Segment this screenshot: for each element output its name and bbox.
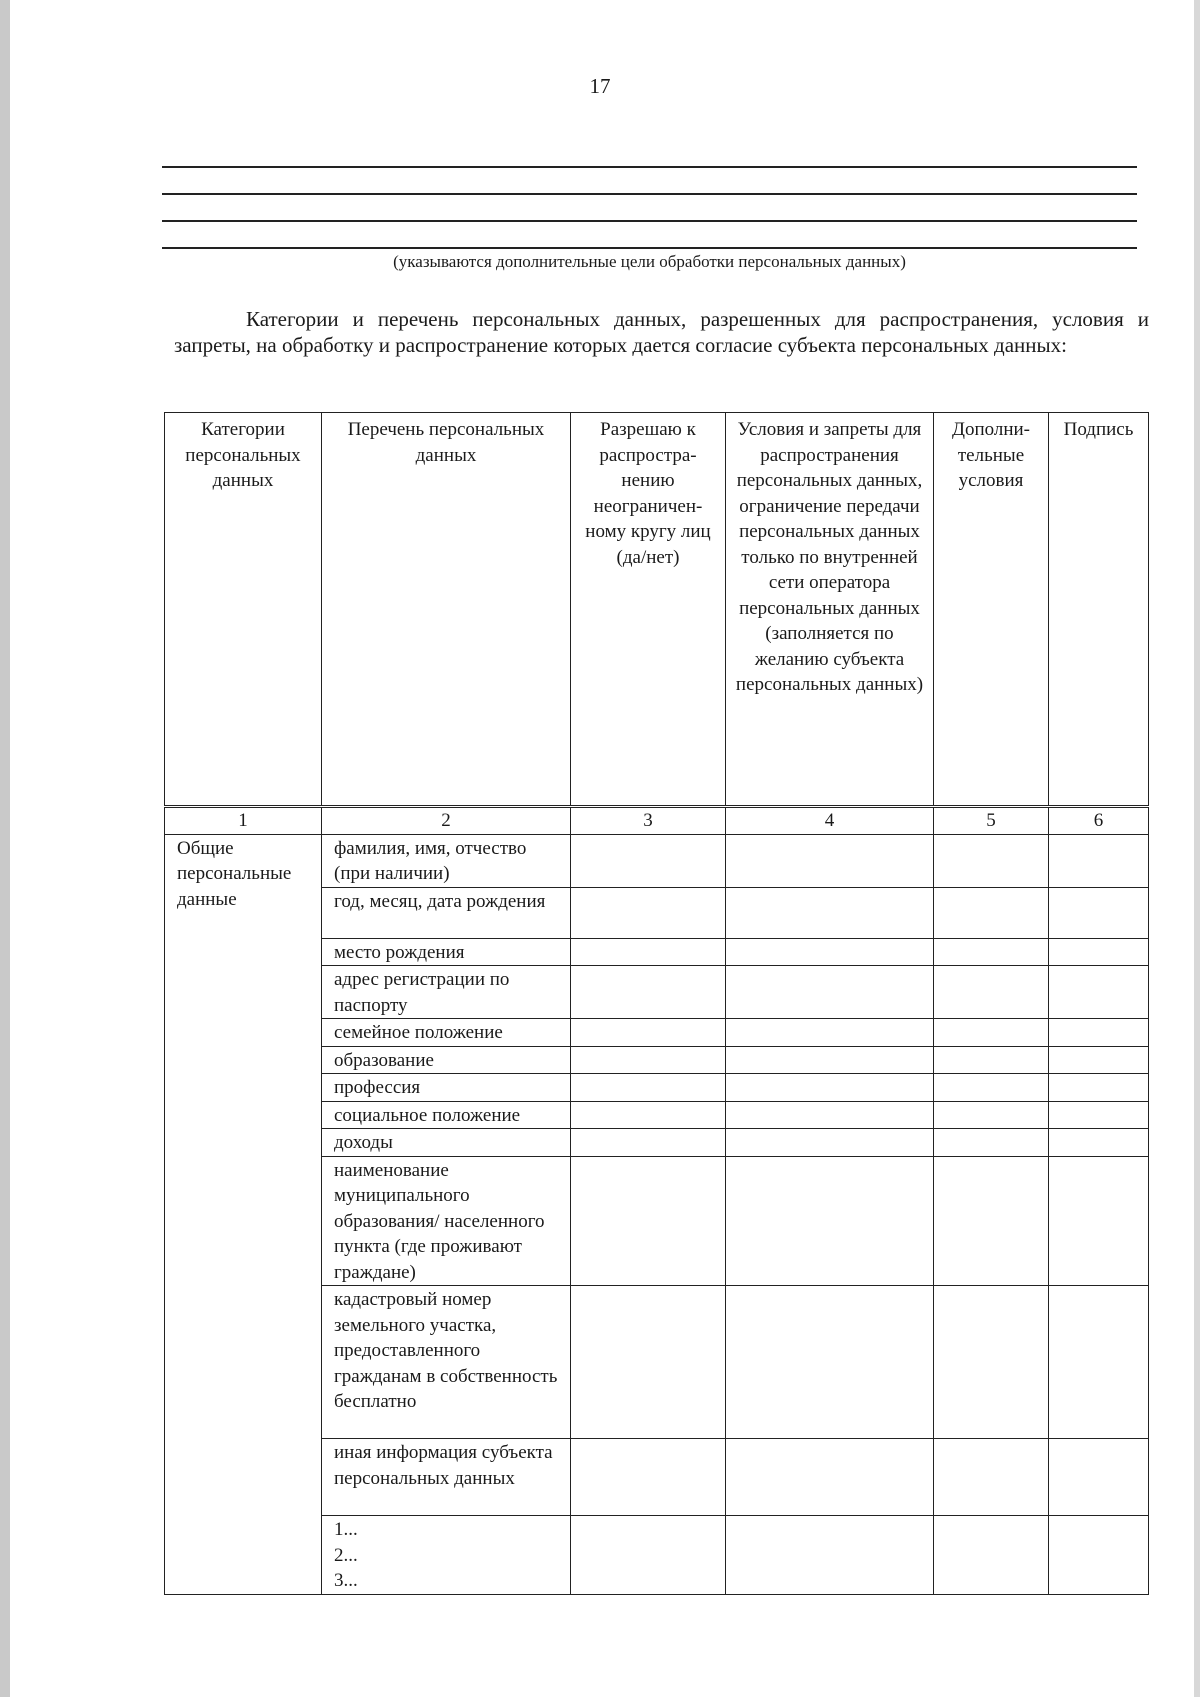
column-number: 5	[934, 807, 1049, 835]
conditions-cell[interactable]	[726, 1046, 934, 1074]
conditions-cell[interactable]	[726, 938, 934, 966]
permission-cell[interactable]	[571, 966, 726, 1019]
column-number: 4	[726, 807, 934, 835]
permission-cell[interactable]	[571, 887, 726, 938]
additional-conditions-cell[interactable]	[934, 1156, 1049, 1286]
conditions-cell[interactable]	[726, 1516, 934, 1595]
header-data-list: Перечень персональных данных	[322, 413, 571, 807]
fill-line-1	[162, 166, 1137, 168]
permission-cell[interactable]	[571, 938, 726, 966]
column-number: 3	[571, 807, 726, 835]
permission-cell[interactable]	[571, 1129, 726, 1157]
permission-cell[interactable]	[571, 1286, 726, 1439]
permission-cell[interactable]	[571, 1019, 726, 1047]
data-item: год, месяц, дата рождения	[322, 887, 571, 938]
data-item: фамилия, имя, отчество (при наличии)	[322, 834, 571, 887]
data-item: кадастровый номер земельного участка, предоставленного гражданам в собственность бесплатно	[322, 1286, 571, 1439]
extra-item: 3...	[334, 1570, 358, 1591]
data-item: место рождения	[322, 938, 571, 966]
header-additional-conditions: Дополни-тельные условия	[934, 413, 1049, 807]
header-permission: Разрешаю к распростра-нению неограничен-ному кругу лиц (да/нет)	[571, 413, 726, 807]
signature-cell[interactable]	[1049, 1516, 1149, 1595]
fill-line-4	[162, 247, 1137, 249]
conditions-cell[interactable]	[726, 1101, 934, 1129]
column-number: 2	[322, 807, 571, 835]
permission-cell[interactable]	[571, 1516, 726, 1595]
conditions-cell[interactable]	[726, 887, 934, 938]
table-row	[165, 834, 1149, 887]
signature-cell[interactable]	[1049, 938, 1149, 966]
signature-cell[interactable]	[1049, 1074, 1149, 1102]
conditions-cell[interactable]	[726, 1019, 934, 1047]
conditions-cell[interactable]	[726, 834, 934, 887]
additional-conditions-cell[interactable]	[934, 1439, 1049, 1516]
table-header-row	[165, 413, 1149, 807]
permission-cell[interactable]	[571, 1156, 726, 1286]
conditions-cell[interactable]	[726, 1439, 934, 1516]
data-item: иная информация субъекта персональных данных	[322, 1439, 571, 1516]
conditions-cell[interactable]	[726, 1286, 934, 1439]
signature-cell[interactable]	[1049, 1129, 1149, 1157]
additional-conditions-cell[interactable]	[934, 1286, 1049, 1439]
data-item: семейное положение	[322, 1019, 571, 1047]
extra-item: 1...	[334, 1519, 358, 1540]
header-conditions: Условия и запреты для распространения персональных данных, ограничение передачи персональных данных только по внутренней сети оператора персональных данных (заполняется по желанию субъекта персональных данных)	[726, 413, 934, 807]
data-item: образование	[322, 1046, 571, 1074]
additional-conditions-cell[interactable]	[934, 1019, 1049, 1047]
extra-item: 2...	[334, 1544, 358, 1566]
column-number: 6	[1049, 807, 1149, 835]
permission-cell[interactable]	[571, 1074, 726, 1102]
fill-line-2	[162, 193, 1137, 195]
fill-line-3	[162, 220, 1137, 222]
signature-cell[interactable]	[1049, 1156, 1149, 1286]
signature-cell[interactable]	[1049, 966, 1149, 1019]
data-item: наименование муниципального образования/ населенного пункта (где проживают граждане)	[322, 1156, 571, 1286]
additional-conditions-cell[interactable]	[934, 1046, 1049, 1074]
signature-cell[interactable]	[1049, 1019, 1149, 1047]
page-number: 17	[589, 74, 611, 98]
permission-cell[interactable]	[571, 1101, 726, 1129]
signature-cell[interactable]	[1049, 887, 1149, 938]
header-categories: Категории персональных данных	[165, 413, 322, 807]
signature-cell[interactable]	[1049, 834, 1149, 887]
additional-conditions-cell[interactable]	[934, 834, 1049, 887]
signature-cell[interactable]	[1049, 1046, 1149, 1074]
conditions-cell[interactable]	[726, 1074, 934, 1102]
column-number: 1	[165, 807, 322, 835]
additional-conditions-cell[interactable]	[934, 1516, 1049, 1595]
fill-line-caption: (указываются дополнительные цели обработки персональных данных)	[393, 252, 906, 271]
signature-cell[interactable]	[1049, 1439, 1149, 1516]
additional-conditions-cell[interactable]	[934, 938, 1049, 966]
data-item: доходы	[322, 1129, 571, 1157]
additional-conditions-cell[interactable]	[934, 1129, 1049, 1157]
conditions-cell[interactable]	[726, 966, 934, 1019]
extra-items-cell	[322, 1516, 571, 1595]
category-cell: Общие персональные данные	[165, 834, 322, 1594]
permission-cell[interactable]	[571, 1046, 726, 1074]
additional-conditions-cell[interactable]	[934, 966, 1049, 1019]
personal-data-table	[164, 412, 1149, 1595]
header-signature: Подпись	[1049, 413, 1149, 807]
signature-cell[interactable]	[1049, 1101, 1149, 1129]
column-number-row	[165, 807, 1149, 835]
intro-paragraph: Категории и перечень персональных данных, разрешенных для распространения, условия и запреты, на обработку и распространение которых дается согласие субъекта персональных данных:	[174, 307, 1149, 357]
conditions-cell[interactable]	[726, 1156, 934, 1286]
conditions-cell[interactable]	[726, 1129, 934, 1157]
additional-conditions-cell[interactable]	[934, 1074, 1049, 1102]
data-item: профессия	[322, 1074, 571, 1102]
scan-left-edge	[0, 0, 10, 1697]
permission-cell[interactable]	[571, 834, 726, 887]
signature-cell[interactable]	[1049, 1286, 1149, 1439]
additional-conditions-cell[interactable]	[934, 1101, 1049, 1129]
permission-cell[interactable]	[571, 1439, 726, 1516]
data-item: социальное положение	[322, 1101, 571, 1129]
additional-conditions-cell[interactable]	[934, 887, 1049, 938]
data-item: адрес регистрации по паспорту	[322, 966, 571, 1019]
scan-right-edge	[1194, 0, 1200, 1697]
